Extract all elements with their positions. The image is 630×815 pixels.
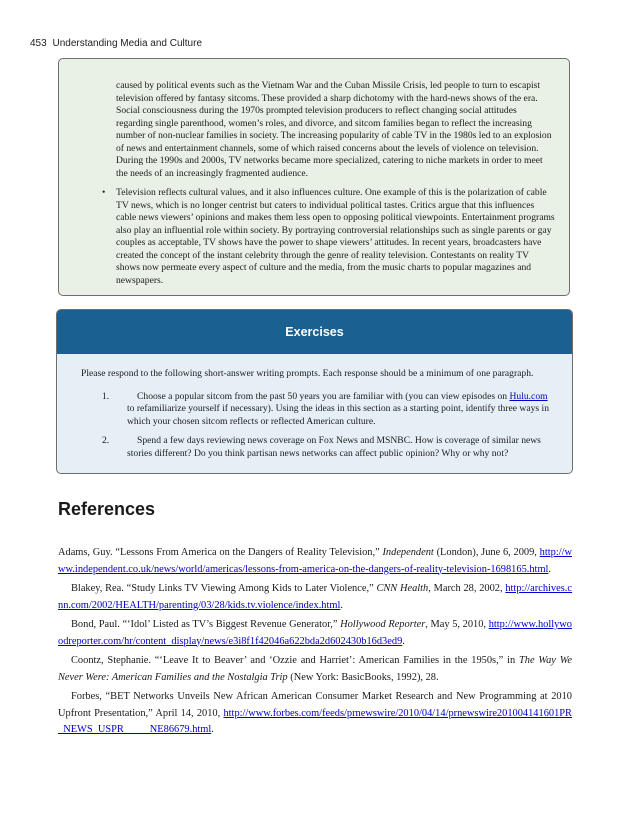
ref-publication: CNN Health — [376, 583, 429, 594]
continued-paragraph: caused by political events such as the Vietnam War and the Cuban Missile Crisis, led people to turn to escapist television offered by fantasy sitcoms. These provided a sharp dichotomy with the hard-news shows of the era. Social consciousness during the 1970s prompted television producers to reflect changing social attitudes regarding single parenthood, women’s roles, and divorce, and sitcom families began to reflect the increasing number of non-nuclear families in society. The increasing popularity of cable TV in the 1980s led to an explosion of news and entertainment channels, some of which raised concerns about the levels of violence on television. During the 1990s and 2000s, TV networks became more specialized, catering to niche markets in order to meet the needs of an increasingly fragmented audience. — [116, 80, 552, 179]
reference-entry — [58, 545, 572, 578]
takeaway-list — [102, 187, 555, 287]
references-heading: References — [58, 499, 156, 519]
ref-publication: Hollywood Reporter — [340, 619, 426, 630]
list-item — [102, 187, 555, 287]
exercise-item-2 — [81, 435, 556, 460]
ref-text: Bond, Paul. “‘Idol’ Listed as TV’s Biggest Revenue Generator,” — [71, 619, 341, 630]
references-list — [58, 545, 572, 742]
hulu-link[interactable]: Hulu.com — [509, 390, 548, 402]
ref-text: Forbes, “BET Networks Unveils New African American Consumer Market Research and New Programming at 2010 Upfront Presentation,” April 14, 2010, — [58, 691, 572, 719]
reference-entry — [58, 653, 572, 686]
ref-publication: Independent — [382, 547, 434, 558]
exercises-intro: Please respond to the following short-answer writing prompts. Each response should be a minimum of one paragraph. — [81, 368, 534, 379]
ref-text: (New York: BasicBooks, 1992), 28. — [287, 671, 439, 683]
reference-entry — [58, 689, 572, 739]
bullet-text: Television reflects cultural values, and it also influences culture. One example of this is the polarization of cable TV news, which is no longer centrist but caters to individual political tastes. Critics argue that this influences cable news viewers’ opinions and makes them less open to opposing political viewpoints. Entertainment programs also play an influential role within society. By portraying controversial relationships such as single parents or gay couples as acceptable, TV shows have the power to shape viewers’ attitudes. In recent years, broadcasters have created the concept of the instant celebrity through the genre of reality television. Contestants on reality TV shows now permeate every aspect of culture and the media, from the music charts to popular magazines and newspapers. — [116, 187, 555, 286]
ref-link[interactable]: http://archives.cnn.com/2002/HEALTH/parenting/03/28/kids.tv.violence/index.html — [58, 583, 572, 611]
ref-link[interactable]: http://www.forbes.com/feeds/prnewswire/2010/04/14/prnewswire201004141601PR_NEWS_USPR_____NE86679.html — [58, 707, 572, 735]
reference-entry — [58, 617, 572, 650]
exercises-title: Exercises — [57, 310, 572, 354]
bullet-icon: • — [102, 187, 106, 198]
ref-text: Blakey, Rea. “Study Links TV Viewing Among Kids to Later Violence,” — [71, 583, 377, 594]
ref-text: . — [211, 724, 214, 735]
page-number: 453 — [30, 38, 47, 49]
ref-text: (London), June 6, 2009, — [433, 547, 540, 558]
ref-text: . — [402, 635, 405, 647]
ref-text: , March 28, 2002, — [428, 583, 506, 594]
exercise-item-1 — [81, 391, 556, 429]
exercise-text-before: Choose a popular sitcom from the past 50 years you are familiar with (you can view episodes on — [137, 390, 510, 402]
ref-text: , May 5, 2010, — [425, 619, 489, 630]
exercise-list — [81, 391, 556, 461]
ref-publication: The Way We Never Were: American Families and the Nostalgia Trip — [58, 655, 573, 683]
exercise-text: Spend a few days reviewing news coverage on Fox News and MSNBC. How is coverage of similar news stories different? Do you think partisan news networks can affect public opinion? Why or why not? — [127, 435, 541, 459]
ref-text: . — [548, 563, 552, 575]
exercise-text — [127, 391, 556, 429]
key-takeaways-box — [58, 58, 570, 296]
reference-entry — [58, 581, 572, 614]
running-title: Understanding Media and Culture — [52, 38, 203, 49]
ref-text: . — [340, 599, 343, 611]
ref-link[interactable]: http://www.hollywoodreporter.com/hr/content_display/news/e3i8f1f42046a622bda2d602430b16d3ed9 — [58, 619, 573, 647]
ref-text: Adams, Guy. “Lessons From America on the Dangers of Reality Television,” — [58, 547, 383, 558]
exercise-text-after: to refamiliarize yourself if necessary). Using the ideas in this section as a starting point, identify three ways in which your chosen sitcom reflects or reflected American culture. — [127, 403, 550, 427]
running-header — [30, 38, 202, 49]
exercises-box — [56, 309, 573, 474]
exercise-number: 1. — [102, 390, 110, 402]
ref-link[interactable]: http://www.independent.co.uk/news/world/americas/lessons-from-america-on-the-dangers-of-reality-television-1698165.html — [58, 547, 572, 575]
exercises-body — [57, 354, 572, 460]
exercise-number: 2. — [102, 435, 110, 446]
ref-text: Coontz, Stephanie. “‘Leave It to Beaver’ and ‘Ozzie and Harriet’: American Families in the 1950s,” in — [71, 655, 519, 666]
